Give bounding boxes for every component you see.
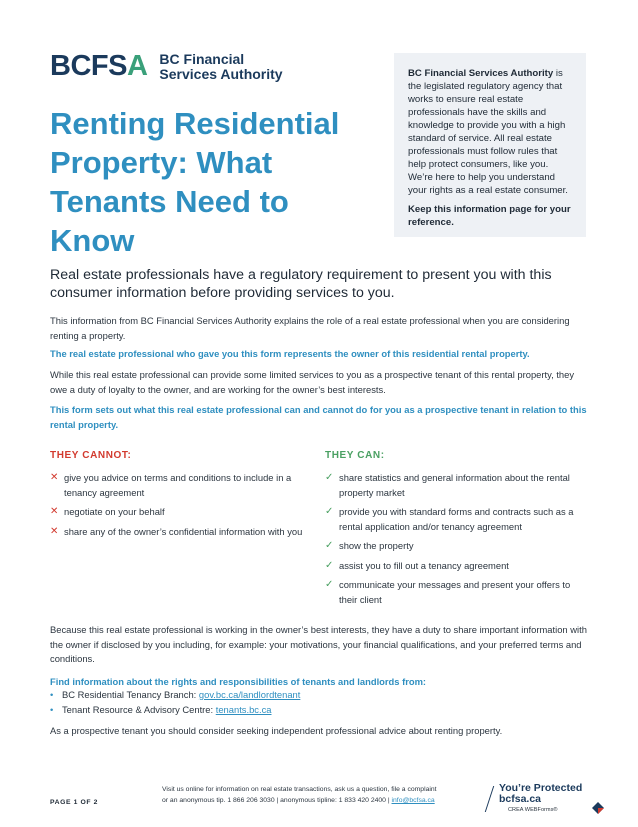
- footer-divider: [485, 786, 494, 812]
- crea-webforms-label: CREA WEBForms®: [508, 807, 558, 813]
- footer-contact: Visit us online for information on real estate transactions, ask us a question, file a complaint or an anonymous tip. 1 866 206 3030 | anonymous tipline: 1 833 420 2400 | info@bcfsa.ca: [162, 786, 437, 804]
- lead-statement: Real estate professionals have a regulatory requirement to present you with this consumer information before providing services to you.: [50, 267, 552, 301]
- duty-paragraph: While this real estate professional can provide some limited services to you as a prospective tenant of this rental property, they owe a duty of loyalty to the owner, and are working for the owner’s best interests.: [50, 369, 575, 395]
- cannot-list: [50, 471, 312, 544]
- list-item: ✕ give you advice on terms and conditions to include in a tenancy agreement: [50, 472, 292, 498]
- logo-mark: BCFSA: [50, 50, 148, 82]
- disclosure-paragraph: Because this real estate professional is working in the owner’s best interests, they have a duty to share important information with the owner if disclosed by you including, for example: your motivations, your financial qualifications, and your preferred terms and conditions.: [50, 624, 587, 664]
- cross-icon: ✕: [50, 506, 59, 517]
- intro-paragraph: This information from BC Financial Services Authority explains the role of a real estate professional when you are considering renting a property.: [50, 315, 570, 341]
- list-item: ✓ provide you with standard forms and contracts such as a rental application and/or tenancy agreement: [325, 506, 574, 532]
- list-item: ✓ show the property: [325, 539, 590, 554]
- about-infobox: [394, 53, 586, 237]
- cannot-heading: THEY CANNOT:: [50, 450, 132, 461]
- list-item: ✓ communicate your messages and present your offers to their client: [325, 579, 571, 605]
- footer-brand: You’re Protected bcfsa.ca: [499, 782, 583, 805]
- crea-badge-icon: [592, 802, 604, 814]
- list-item: ✓ assist you to fill out a tenancy agreement: [325, 559, 590, 574]
- list-item: ✕ negotiate on your behalf: [50, 505, 312, 520]
- closing-advice: As a prospective tenant you should consider seeking independent professional advice about renting property.: [50, 725, 503, 736]
- check-icon: ✓: [325, 559, 334, 571]
- list-item: ✕ share any of the owner’s confidential information with you: [50, 525, 312, 540]
- check-icon: ✓: [325, 540, 334, 551]
- can-list: [325, 471, 590, 612]
- cross-icon: ✕: [50, 525, 59, 537]
- check-icon: ✓: [325, 472, 334, 483]
- resource-item: • Tenant Resource & Advisory Centre: tenants.bc.ca: [50, 703, 300, 718]
- check-icon: ✓: [325, 506, 334, 517]
- infobox-org: BC Financial Services Authority: [408, 68, 554, 79]
- landlordtenant-link[interactable]: gov.bc.ca/landlordtenant: [198, 689, 301, 700]
- find-info-heading: Find information about the rights and responsibilities of tenants and landlords from:: [50, 676, 427, 687]
- check-icon: ✓: [325, 579, 334, 590]
- list-item: ✓ share statistics and general information about the rental property market: [325, 472, 570, 498]
- form-purpose-note: This form sets out what this real estate professional can and cannot do for you as a prospective tenant in relation to this rental property.: [50, 404, 587, 430]
- page-title: Renting Residential Property: What Tenants Need to Know: [50, 106, 340, 258]
- infobox-keep-note: Keep this information page for your reference.: [408, 204, 571, 228]
- email-link[interactable]: info@bcfsa.ca: [391, 797, 435, 804]
- can-heading: THEY CAN:: [325, 450, 385, 461]
- represents-owner-note: The real estate professional who gave you this form represents the owner of this residential rental property.: [50, 348, 530, 359]
- logo-name: BC Financial Services Authority: [159, 50, 283, 82]
- resource-list: [50, 688, 300, 717]
- bcfsa-logo: [50, 50, 283, 83]
- infobox-body: is the legislated regulatory agency that works to ensure real estate professionals have the skills and knowledge to provide you with a high standard of service. All real estate professionals must follow rules that help protect consumers, like you. We’re here to help you understand your rights as a real estate consumer.: [408, 68, 568, 196]
- cross-icon: ✕: [50, 472, 59, 483]
- page-number: PAGE 1 OF 2: [50, 799, 99, 806]
- tenants-link[interactable]: tenants.bc.ca: [215, 703, 272, 715]
- resource-item: • BC Residential Tenancy Branch: gov.bc.ca/landlordtenant: [50, 688, 300, 703]
